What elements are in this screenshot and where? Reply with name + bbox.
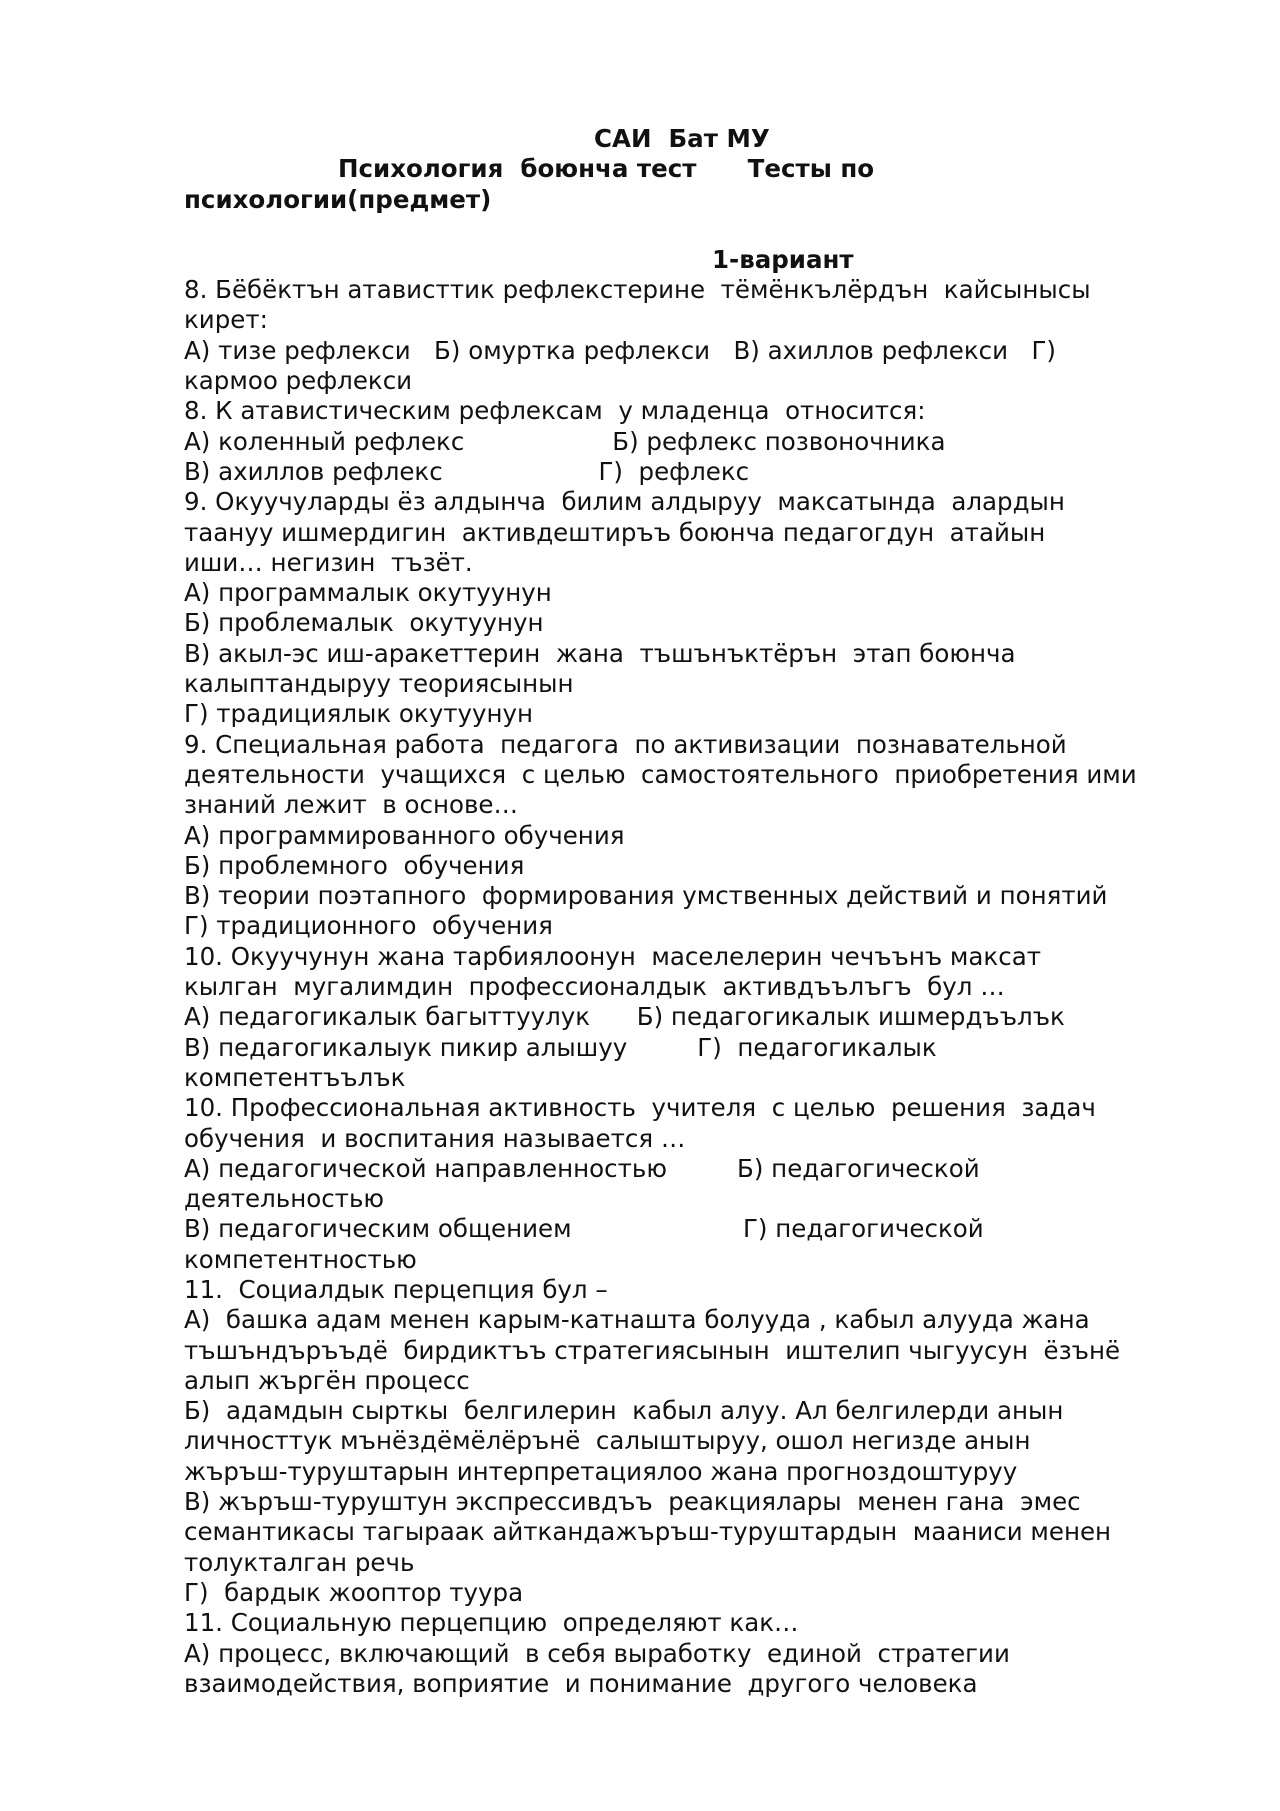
text-line: В) теории поэтапного формирования умственных действий и понятий bbox=[184, 881, 1108, 911]
text-line: Б) проблемалык окутуунун bbox=[184, 608, 544, 638]
test-subtitle-continued: психологии(предмет) bbox=[184, 184, 492, 214]
text-line: А) программалык окутуунун bbox=[184, 578, 552, 608]
text-line: компетентностью bbox=[184, 1244, 417, 1274]
text-line: таануу ишмердигин активдештиръъ боюнча педагогдун атайын bbox=[184, 517, 1046, 547]
text-line: 10. Профессиональная активность учителя с целью решения задач bbox=[184, 1093, 1096, 1123]
text-line: семантикасы тагыраак айткандажъръш-туруштардын мааниси менен bbox=[184, 1517, 1112, 1547]
text-line: А) коленный рефлекс Б) рефлекс позвоночника bbox=[184, 426, 946, 456]
text-line: 11. Социалдык перцепция бул – bbox=[184, 1274, 608, 1304]
text-line: кылган мугалимдин профессионалдык активдъълъгъ бул … bbox=[184, 972, 1005, 1002]
test-subtitle: Психология боюнча тест Тесты по bbox=[338, 154, 875, 184]
text-line: алып жъргён процесс bbox=[184, 1365, 470, 1395]
text-line: калыптандыруу теориясынын bbox=[184, 669, 574, 699]
text-line: 8. Бёбёктън атависттик рефлекстерине тёмёнкълёрдън кайсынысы bbox=[184, 275, 1091, 305]
text-line: А) башка адам менен карым-катнашта болууда , кабыл алууда жана bbox=[184, 1305, 1090, 1335]
spacer bbox=[184, 215, 1204, 245]
text-line: тъшъндъръъдё бирдиктъъ стратегиясынын иштелип чыгуусун ёзънё bbox=[184, 1335, 1121, 1365]
text-line: Б) проблемного обучения bbox=[184, 850, 525, 880]
text-line: деятельностью bbox=[184, 1184, 385, 1214]
text-line: иши… негизин тъзёт. bbox=[184, 547, 473, 577]
text-line: В) жъръш-туруштун экспрессивдъъ реакциялары менен гана эмес bbox=[184, 1487, 1081, 1517]
text-line: 10. Окуучунун жана тарбиялоонун маселелерин чечъънъ максат bbox=[184, 941, 1041, 971]
question-list bbox=[184, 275, 1204, 1699]
text-line: Г) традиционного обучения bbox=[184, 911, 553, 941]
text-line: 9. Специальная работа педагога по активизации познавательной bbox=[184, 729, 1067, 759]
text-line: В) ахиллов рефлекс Г) рефлекс bbox=[184, 456, 750, 486]
text-line: А) педагогической направленностью Б) педагогической bbox=[184, 1153, 980, 1183]
text-line: компетентъълък bbox=[184, 1062, 406, 1092]
text-line: 9. Окуучуларды ёз алдынча билим алдыруу максатында алардын bbox=[184, 487, 1065, 517]
text-line: Б) адамдын сырткы белгилерин кабыл алуу. Ал белгилерди анын bbox=[184, 1396, 1064, 1426]
text-line: Г) традициялык окутуунун bbox=[184, 699, 534, 729]
text-line: кармоо рефлекси bbox=[184, 366, 413, 396]
text-line: А) педагогикалык багыттуулук Б) педагогикалык ишмердъълък bbox=[184, 1002, 1065, 1032]
text-line: личносттук мънёздёмёлёрънё салыштыруу, ошол негизде анын bbox=[184, 1426, 1031, 1456]
document-page bbox=[184, 124, 1204, 1699]
text-line: В) педагогикалыук пикир алышуу Г) педагогикалык bbox=[184, 1032, 937, 1062]
text-line: кирет: bbox=[184, 305, 268, 335]
text-line: А) процесс, включающий в себя выработку единой стратегии bbox=[184, 1638, 1010, 1668]
text-line: жъръш-туруштарын интерпретациялоо жана прогноздоштуруу bbox=[184, 1456, 1018, 1486]
text-line: Г) бардык жооптор туура bbox=[184, 1577, 524, 1607]
text-line: В) акыл-эс иш-аракеттерин жана тъшънъктёрън этап боюнча bbox=[184, 638, 1016, 668]
text-line: В) педагогическим общением Г) педагогической bbox=[184, 1214, 984, 1244]
text-line: деятельности учащихся с целью самостоятельного приобретения ими bbox=[184, 759, 1137, 789]
variant-heading: 1-вариант bbox=[712, 244, 854, 274]
text-line: толукталган речь bbox=[184, 1547, 415, 1577]
text-line: 8. К атавистическим рефлексам у младенца относится: bbox=[184, 396, 926, 426]
text-line: взаимодействия, воприятие и понимание другого человека bbox=[184, 1668, 978, 1698]
text-line: А) тизе рефлекси Б) омуртка рефлекси В) ахиллов рефлекси Г) bbox=[184, 335, 1056, 365]
text-line: А) программированного обучения bbox=[184, 820, 625, 850]
text-line: 11. Социальную перцепцию определяют как… bbox=[184, 1608, 799, 1638]
text-line: обучения и воспитания называется … bbox=[184, 1123, 686, 1153]
institution-title: САИ Бат МУ bbox=[594, 124, 770, 153]
text-line: знаний лежит в основе… bbox=[184, 790, 518, 820]
